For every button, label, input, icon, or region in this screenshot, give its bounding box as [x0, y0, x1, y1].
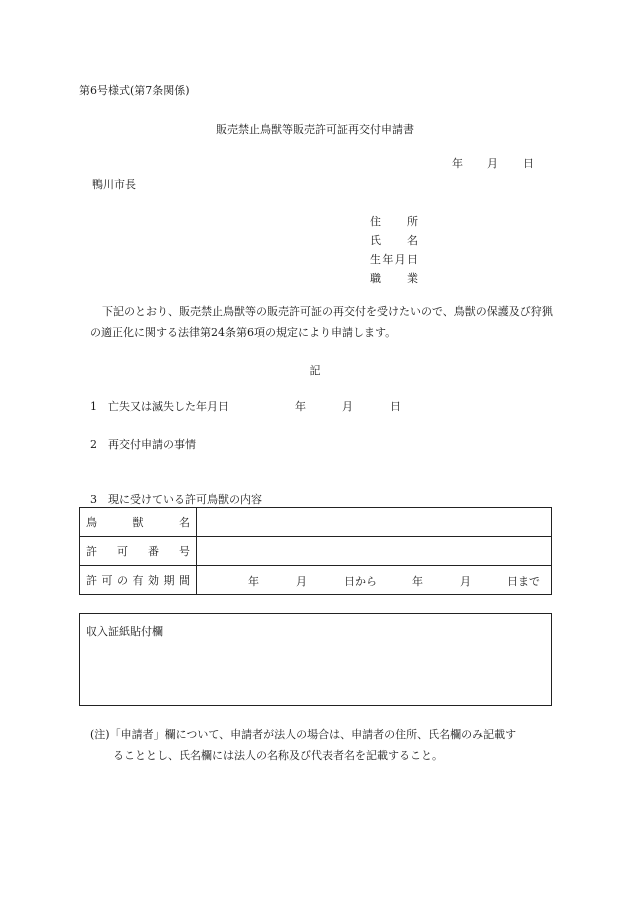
item-lost-year: 年 [295, 400, 306, 413]
row-label-char: 許 [86, 574, 97, 587]
form-number: 第6号様式(第7条関係) [79, 84, 190, 97]
row-label-char: 番 [148, 545, 159, 558]
row-label-species [80, 508, 197, 537]
body-text: 下記のとおり、販売禁止鳥獣等の販売許可証の再交付を受けたいので、鳥獣の保護及び狩猟の適正化に関する法律第24条第6項の規定により申請します。 [90, 305, 553, 339]
table-row [80, 537, 552, 566]
table-row [80, 508, 552, 537]
row-label-char: 号 [179, 545, 190, 558]
applicant-fields [370, 212, 418, 288]
period-start-year: 年 [248, 575, 259, 588]
field-name: 氏名 [370, 234, 418, 247]
row-label-char: 有 [132, 574, 144, 587]
permit-number-value [197, 537, 552, 566]
row-label-char: 名 [179, 516, 190, 529]
revenue-stamp-box [79, 613, 552, 706]
period-start-day: 日から [344, 575, 377, 588]
ki-heading: 記 [309, 364, 321, 377]
item-lost-month: 月 [342, 400, 353, 413]
table-row [80, 566, 552, 595]
row-label-char: 獣 [132, 516, 144, 529]
date-month: 月 [487, 157, 498, 170]
item-lost-date-label: 1 亡失又は滅失した年月日 [90, 400, 229, 413]
note-line-2: ることとし、氏名欄には法人の名称及び代表者名を記載すること。 [113, 749, 443, 762]
row-label-char: の [117, 574, 128, 587]
note-line-1: (注)「申請者」欄について、申請者が法人の場合は、申請者の住所、氏名欄のみ記載す [90, 728, 517, 741]
period-end-day: 日まで [507, 575, 540, 588]
period-end-year: 年 [412, 575, 423, 588]
note [90, 724, 516, 766]
field-address: 住所 [370, 215, 418, 228]
document-title: 販売禁止鳥獣等販売許可証再交付申請書 [216, 123, 414, 136]
row-label-permit-number [80, 537, 197, 566]
row-label-char: 期 [163, 574, 175, 587]
validity-period [197, 566, 552, 595]
item-permit-content: 3 現に受けている許可鳥獣の内容 [90, 493, 262, 506]
field-occupation: 職業 [370, 272, 418, 285]
row-label-char: 間 [179, 574, 190, 587]
item-lost-date [90, 398, 550, 414]
date-day: 日 [523, 157, 534, 170]
row-label-char: 許 [86, 545, 97, 558]
row-label-char: 効 [148, 574, 159, 587]
field-birthdate: 生年月日 [370, 253, 418, 266]
species-value [197, 508, 552, 537]
period-end-month: 月 [460, 575, 471, 588]
row-label-char: 鳥 [86, 516, 97, 529]
period-start-month: 月 [296, 575, 307, 588]
permit-table [79, 507, 552, 595]
item-reason: 2 再交付申請の事情 [90, 438, 196, 451]
row-label-char: 可 [101, 574, 113, 587]
date-year: 年 [452, 157, 463, 170]
item-lost-day: 日 [390, 400, 401, 413]
row-label-char: 可 [117, 545, 128, 558]
row-label-validity [80, 566, 197, 595]
addressee: 鴨川市長 [92, 178, 136, 191]
stamp-box-label: 収入証紙貼付欄 [86, 625, 163, 638]
